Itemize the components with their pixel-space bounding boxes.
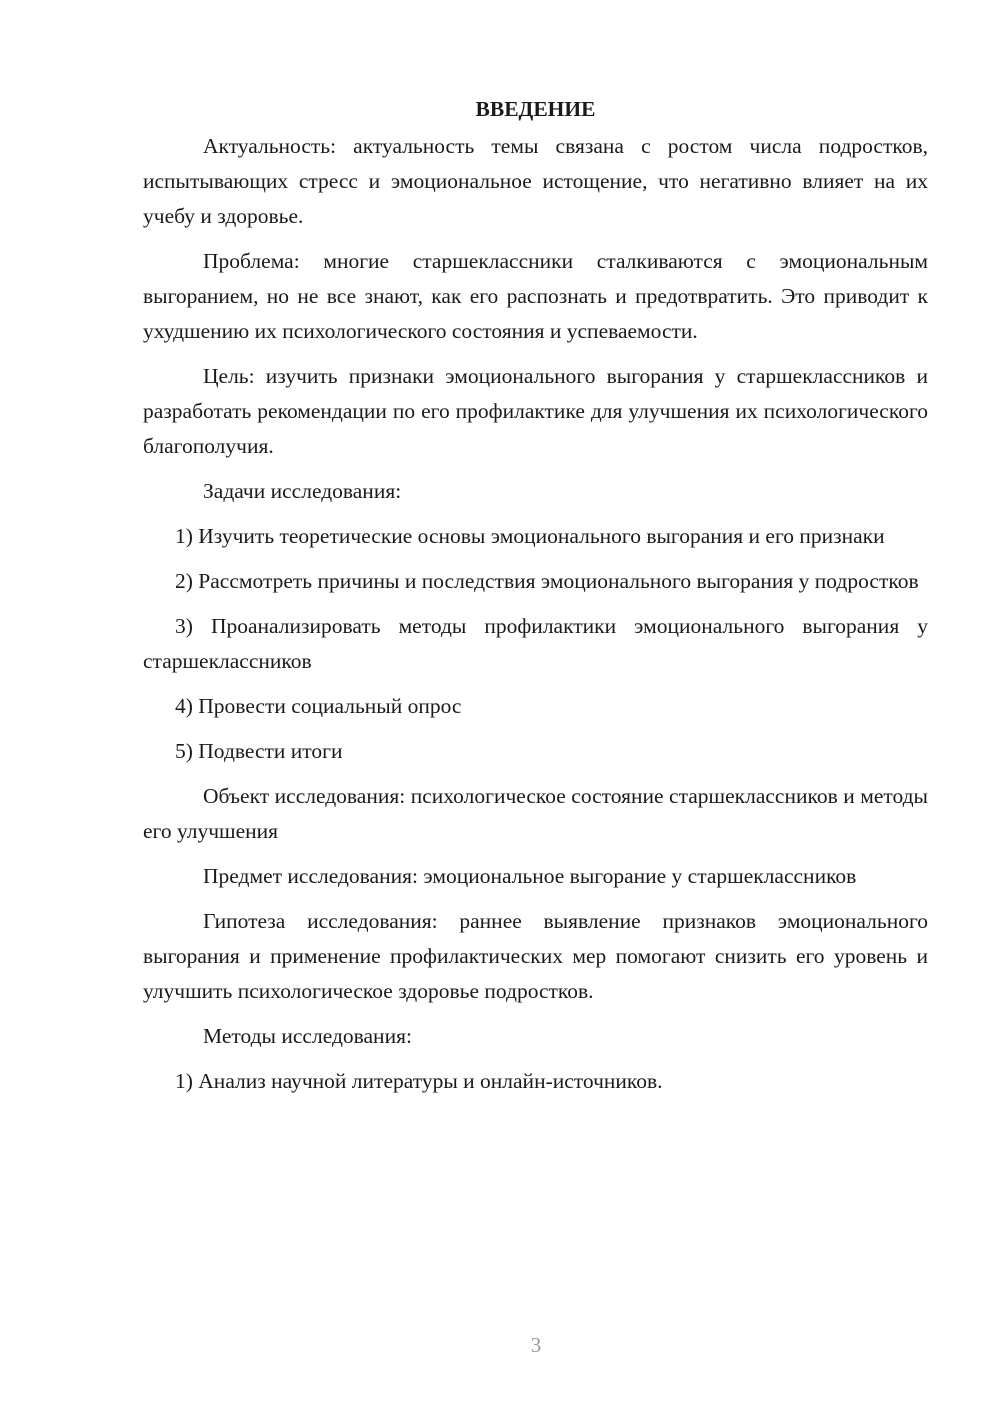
paragraph-hypothesis: Гипотеза исследования: раннее выявление признаков эмоционального выгорания и применение профилактических мер помогают снизить его уровень и улучшить психологическое здоровье подростков. [143,909,928,1003]
page-title: ВВЕДЕНИЕ [475,97,596,121]
paragraph-relevance: Актуальность: актуальность темы связана с ростом числа подростков, испытывающих стресс и эмоциональное истощение, что негативно влияет на их учебу и здоровье. [143,134,928,228]
task-item-5: 5) Подвести итоги [175,739,343,763]
page-number: 3 [530,1333,542,1357]
task-item-3: 3) Проанализировать методы профилактики эмоционального выгорания у старшеклассников [143,614,928,673]
document-page [143,92,928,1109]
methods-heading: Методы исследования: [203,1024,412,1048]
method-item-1: 1) Анализ научной литературы и онлайн-источников. [175,1069,663,1093]
task-item-1: 1) Изучить теоретические основы эмоционального выгорания и его признаки [175,524,885,548]
task-item-4: 4) Провести социальный опрос [175,694,462,718]
paragraph-subject: Предмет исследования: эмоциональное выгорание у старшеклассников [203,864,857,888]
tasks-heading: Задачи исследования: [203,479,402,503]
task-item-2: 2) Рассмотреть причины и последствия эмоционального выгорания у подростков [175,569,919,593]
paragraph-goal: Цель: изучить признаки эмоционального выгорания у старшеклассников и разработать рекомендации по его профилактике для улучшения их психологического благополучия. [143,364,928,458]
paragraph-object: Объект исследования: психологическое состояние старшеклассников и методы его улучшения [143,784,928,843]
paragraph-problem: Проблема: многие старшеклассники сталкиваются с эмоциональным выгоранием, но не все знают, как его распознать и предотвратить. Это приводит к ухудшению их психологического состояния и успеваемости. [143,249,928,343]
